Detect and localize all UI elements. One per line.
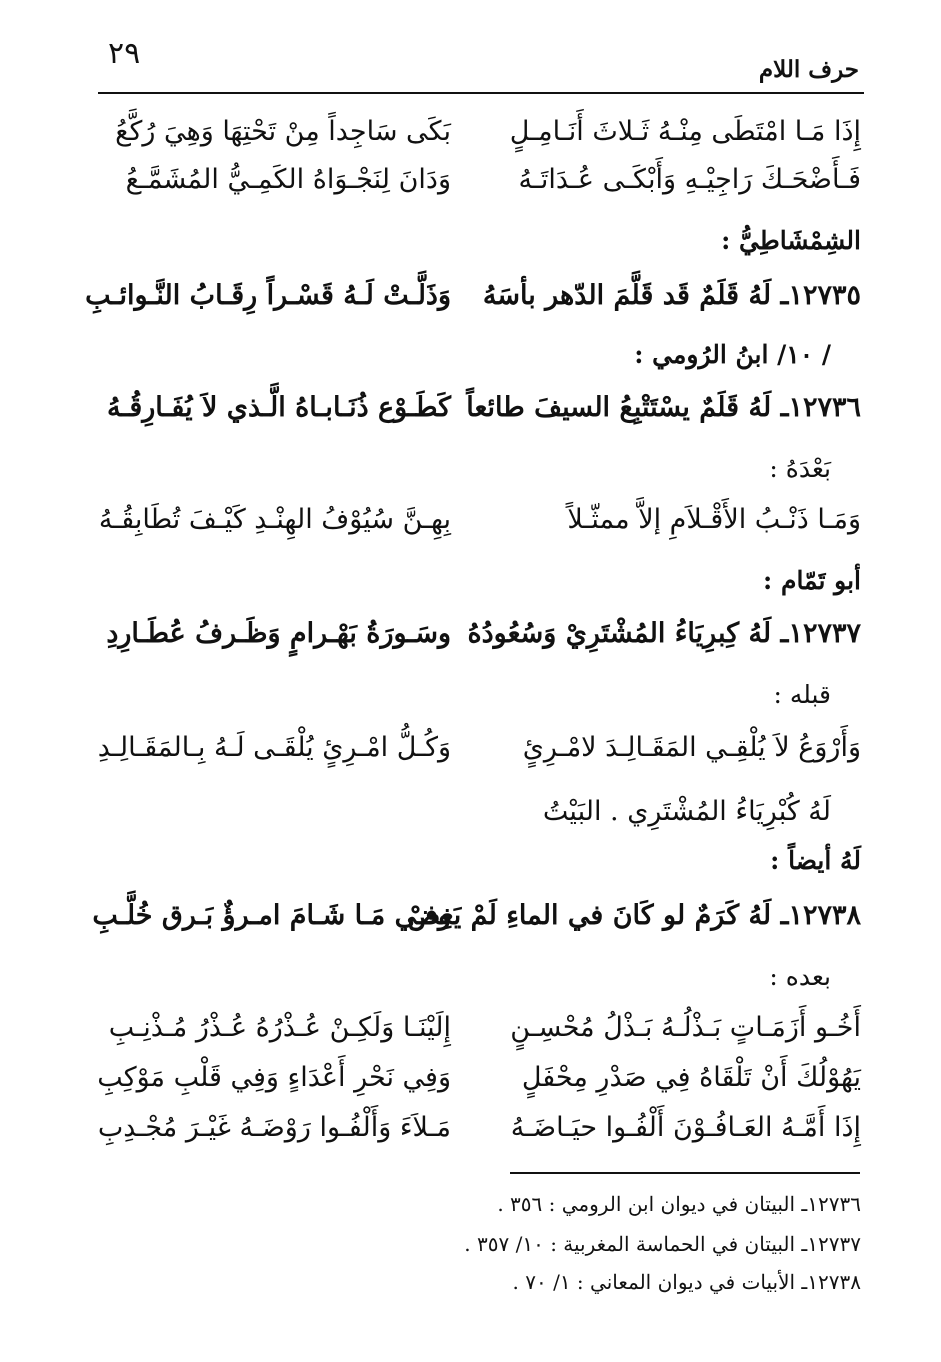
verse-line-right: ١٢٧٣٥ـ لَهُ قَلَمٌ قَد قَلَّمَ الدّهر بأسَهُ: [482, 280, 861, 311]
verse-line-left: كَطَـوْع ذُنَـابـاهُ الَّـذي لاَ يُفَـارِقُـهُ: [106, 392, 451, 423]
verse-line-right: إِذَا مَـا امْتَطَى مِنْـهُ ثَـلاثَ أَنَـامِـلٍ: [509, 116, 861, 147]
footnote-rule: [510, 1172, 860, 1174]
chapter-title: حرف اللام: [758, 56, 859, 83]
verse-line-left: وفـي مَـا شَـامَ امـرؤٌ بَـرق خُلَّـبِ: [92, 900, 451, 931]
footnote: ١٢٧٣٨ـ الأبيات في ديوان المعاني : ١/ ٧٠ .: [512, 1270, 861, 1294]
verse-line-left: بَكَى سَاجِداً مِنْ تَحْتِهَا وَهِيَ رُكَّعُ: [115, 116, 451, 147]
verse-line-right: ١٢٧٣٧ـ لَهُ كِبرِيَاءُ المُشْتَرِيْ وَسُعُودُهُ: [467, 618, 861, 649]
verse-line-left: إِلَيْنَـا وَلَكِـنْ عُـذْرُهُ عُـذْرُ مُـذْنِـبِ: [108, 1012, 451, 1043]
footnote: ١٢٧٣٦ـ البيتان في ديوان ابن الرومي : ٣٥٦ .: [497, 1192, 861, 1216]
verse-line-right: فَـأَضْحَـكَ رَاجِيْـهِ وَأَبْكَـى عُـدَاتَـهُ: [518, 164, 861, 195]
page-number: ٢٩: [108, 36, 141, 71]
section-label: قبله :: [773, 680, 831, 709]
verse-line-left: مَـلاَءَ وَأَلْفُـوا رَوْضَـهُ غَيْـرَ مُجْـدِبِ: [97, 1112, 451, 1143]
verse-line-left: وسَـورَةُ بَهْـرامٍ وَظَـرفُ عُطَـارِدِ: [106, 618, 451, 649]
footnote: ١٢٧٣٧ـ البيتان في الحماسة المغربية : ١٠/ ٣٥٧ .: [464, 1232, 861, 1256]
verse-line-right: لَهُ كُبْرِيَاءُ المُشْتَرِي . البَيْتُ: [542, 796, 831, 827]
poet-label: / ١٠/ ابنُ الرُومي :: [634, 340, 831, 369]
verse-line-left: وَكُـلُّ امْـرِئٍ يُلْقَـى لَـهُ بِـالمَقَـالِـدِ: [97, 732, 451, 763]
header-rule: [98, 92, 864, 94]
verse-line-right: وَمَـا ذَنْـبُ الأَقْـلاَمِ إلاَّ ممثّـلاً: [567, 504, 861, 535]
verse-line-right: ١٢٧٣٦ـ لَهُ قَلَمٌ يسْتَتْبِعُ السيفَ طائعاً: [466, 392, 861, 423]
verse-line-right: يَهُوْلُكَ أَنْ تَلْقَاهُ فِي صَدْرِ مِحْفَلٍ: [521, 1062, 861, 1093]
verse-line-left: وَفِي نَحْرِ أَعْدَاءٍ وَفِي قَلْبِ مَوْكِبِ: [97, 1062, 451, 1093]
verse-line-left: بِهِـنَّ سُيُوْفُ الهِنْـدِ كَيْـفَ تُطَابِقُـهُ: [98, 504, 451, 535]
verse-line-right: أَخُـو أَزَمَـاتٍ بَـذْلُـهُ بَـذْلُ مُحْسِـنٍ: [510, 1012, 861, 1043]
section-label: بعده :: [769, 962, 831, 991]
section-label: بَعْدَهُ :: [769, 454, 831, 483]
verse-line-right: ١٢٧٣٨ـ لَهُ كَرَمٌ لو كَانَ في الماءِ لَمْ يَغِضْ: [407, 900, 861, 931]
verse-line-right: وَأَرْوَعُ لاَ يُلْقِـي المَقَـالِـدَ لامْـرِئٍ: [522, 732, 861, 763]
verse-line-left: وَدَانَ لِنَجْـوَاهُ الكَمِـيُّ المُشَمَّـعُ: [125, 164, 451, 195]
poet-label: أبو تَمّام :: [763, 566, 861, 595]
poet-label: لَهُ أيضاً :: [770, 846, 861, 875]
verse-line-left: وَذَلَّـتْ لَـهُ قَسْـراً رِقَـابُ النَّـوائـبِ: [85, 280, 451, 311]
verse-line-right: إِذَا أَمَّـهُ العَـافُـوْنَ أَلْفُـوا حيَـاضَـهُ: [510, 1112, 861, 1143]
poet-label: الشِمْشَاطِيُّ :: [721, 226, 861, 255]
